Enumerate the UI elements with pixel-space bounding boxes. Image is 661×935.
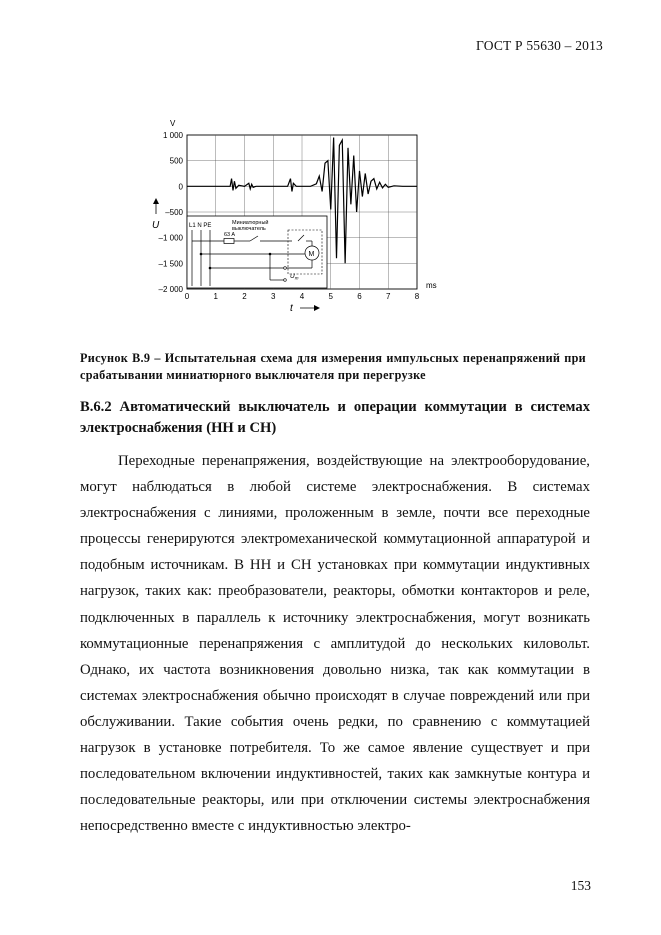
y-tick-label: –500 [165, 208, 183, 217]
x-tick-label: 4 [299, 292, 305, 301]
figure-caption: Рисунок В.9 – Испытательная схема для измерения импульсных перенапряжений при срабатывании миниатюрного выключателя при перегрузке [80, 351, 586, 382]
x-unit-label: ms [426, 281, 437, 290]
standard-code: ГОСТ Р 55630 – 2013 [476, 38, 603, 53]
y-tick-label: –2 000 [158, 285, 183, 294]
y-tick-label: 0 [178, 182, 183, 192]
oscillogram-figure [140, 118, 440, 318]
inset-rating: 63 A [224, 232, 236, 238]
x-tick-labels [185, 292, 420, 301]
x-axis-symbol: t [290, 303, 293, 314]
y-tick-labels [159, 131, 184, 294]
y-tick-label: 500 [169, 156, 183, 166]
x-tick-label: 2 [242, 292, 247, 301]
inset-fuse [224, 239, 234, 244]
x-tick-label: 8 [414, 292, 420, 301]
x-tick-label: 7 [386, 292, 391, 301]
x-tick-label: 0 [184, 292, 190, 301]
x-tick-label: 3 [271, 292, 276, 301]
y-axis-symbol: U [152, 220, 160, 231]
x-axis-arrow [300, 305, 320, 311]
inset-circuit-diagram [187, 216, 327, 288]
x-tick-label: 1 [213, 292, 218, 301]
section-paragraph-text: Переходные перенапряжения, воздействующие на электрооборудование, могут наблюдаться в любой системе электроснабжения. В системах электроснабжения с линиями, проложенным в земле, почти все переходные процессы генерируются электромеханической коммутационной аппаратурой и подобным источникам. В НН и СН установках при коммутации индуктивных нагрузок, таких как: преобразователи, реакторы, обмотки контакторов и реле, подключенных в параллель к источнику электроснабжения, могут возникать коммутационные перенапряжения с амплитудой до нескольких киловольт. Однако, их частота возникновения довольно низка, так как коммутации в системах электроснабжения обычно происходят в случае повреждений или при обслуживании. Такие события очень редки, по сравнению с коммутацией нагрузок в установке потребителя. То же самое явление существует и при последовательном включении индуктивностей, таких как замкнутые контура и последовательные реакторы, или при отключении системы электроснабжения непосредственно вместе с индуктивностью электро- [80, 453, 590, 835]
inset-breaker-label-1: Миниатюрный [232, 220, 269, 226]
y-tick-label: –1 500 [158, 259, 183, 269]
section-paragraph [80, 448, 590, 839]
inset-measure-label: $U_m$ [290, 273, 299, 281]
x-tick-label: 6 [357, 292, 362, 301]
y-axis-arrow [153, 198, 159, 214]
inset-conductor-labels: L1 N PE [189, 223, 212, 229]
page-number: 153 [570, 878, 591, 893]
inset-motor-label: M [308, 251, 315, 258]
inset-breaker-label-2: выключатель [232, 226, 266, 232]
section-heading: В.6.2 Автоматический выключатель и операции коммутации в системах электроснабжения (НН и СН) [80, 399, 590, 436]
y-unit-label: V [170, 119, 176, 128]
y-tick-label: 1 000 [162, 131, 183, 140]
y-tick-label: –1 000 [158, 233, 183, 243]
x-tick-label: 5 [328, 292, 333, 301]
